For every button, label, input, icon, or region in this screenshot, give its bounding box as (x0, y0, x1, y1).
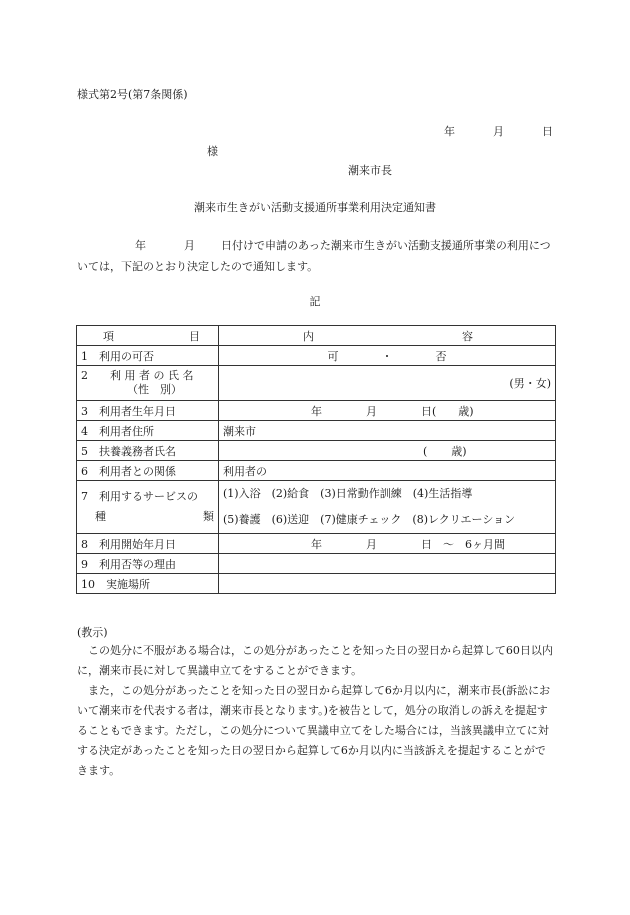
body-text: 日付けで申請のあった潮来市生きがい活動支援通所事業の利用については，下記のとおり決定したので通知します。 (77, 239, 551, 273)
row10-label: 10 実施場所 (77, 574, 219, 594)
form-number: 様式第2号(第7条関係) (77, 88, 188, 101)
row7-label-line1: 7 利用するサービスの (81, 490, 198, 503)
row1-value (219, 346, 556, 366)
row8-month: 月 (366, 537, 377, 551)
row4-label: 4 利用者住所 (77, 421, 219, 441)
row6-value: 利用者の (219, 461, 556, 481)
row8-label: 8 利用開始年月日 (77, 534, 219, 554)
table-row (77, 481, 556, 534)
table-row (77, 441, 556, 461)
notice-label: (教示) (77, 626, 108, 639)
decision-table (76, 325, 556, 594)
table-row (77, 574, 556, 594)
issue-date (444, 123, 553, 139)
table-row (77, 534, 556, 554)
row9-value (219, 554, 556, 574)
row9-label: 9 利用否等の理由 (77, 554, 219, 574)
notice-paragraph-2: また，この処分があったことを知った日の翌日から起算して6か月以内に，潮来市長(訴訟において潮来市を代表する者は，潮来市長となります。)を被告として，処分の取消しの訴えを提起することもできます。ただし，この処分について異議申立てをした場合には，当該異議申立てに対する決定があったことを知った日の翌日から起算して6か月以内に当該訴えを提起することができます。 (77, 684, 551, 777)
table-row (77, 554, 556, 574)
header-content-a: 内 (303, 329, 314, 343)
row3-day: 日( (421, 404, 437, 418)
document-title: 潮来市生きがい活動支援通所事業利用決定通知書 (194, 201, 436, 214)
table-row (77, 346, 556, 366)
table-row (77, 401, 556, 421)
date-year: 年 (444, 125, 455, 138)
date-month: 月 (493, 125, 504, 138)
row5-age: 歳) (451, 444, 467, 458)
row3-age: 歳) (458, 404, 474, 418)
row5-label: 5 扶養義務者氏名 (77, 441, 219, 461)
date-day: 日 (542, 125, 553, 138)
row3-month: 月 (366, 404, 377, 418)
row7-services-line1: (1)入浴 (2)給食 (3)日常動作訓練 (4)生活指導 (223, 487, 473, 500)
table-header-row (77, 326, 556, 346)
body-month: 月 (184, 239, 195, 252)
row8-day: 日 ～ 6ヶ月間 (421, 537, 505, 551)
recipient-suffix: 様 (207, 145, 218, 158)
row8-year: 年 (311, 537, 322, 551)
sender-name: 潮来市長 (348, 164, 392, 177)
row10-value (219, 574, 556, 594)
row1-label: 1 利用の可否 (77, 346, 219, 366)
ki-heading: 記 (309, 295, 321, 308)
header-item-a: 項 (103, 329, 114, 343)
body-paragraph (77, 235, 553, 277)
row1-no: 否 (435, 349, 447, 363)
row4-value: 潮来市 (219, 421, 556, 441)
row2-gender: (男・女) (219, 366, 556, 401)
row7-label-b: 類 (203, 510, 214, 523)
row3-year: 年 (311, 404, 322, 418)
table-row (77, 421, 556, 441)
row1-yes: 可 (327, 349, 339, 363)
row6-label: 6 利用者との関係 (77, 461, 219, 481)
table-row (77, 461, 556, 481)
table-row (77, 366, 556, 401)
row5-open: ( (423, 444, 428, 458)
row2-label-line1: 2 利 用 者 の 氏 名 (81, 369, 194, 382)
row3-label: 3 利用者生年月日 (77, 401, 219, 421)
header-item-b: 目 (189, 329, 200, 343)
row7-label-a: 種 (95, 510, 106, 523)
row1-dot: ・ (381, 349, 393, 363)
notice-section (77, 641, 553, 781)
header-content-b: 容 (462, 329, 473, 343)
row2-label-line2: （性 別） (127, 383, 182, 396)
notice-paragraph-1: この処分に不服がある場合は，この処分があったことを知った日の翌日から起算して60日以内に，潮来市長に対して異議申立てをすることができます。 (77, 644, 553, 677)
body-year: 年 (135, 239, 146, 252)
row7-services-line2: (5)養護 (6)送迎 (7)健康チェック (8)レクリエーション (223, 513, 516, 526)
